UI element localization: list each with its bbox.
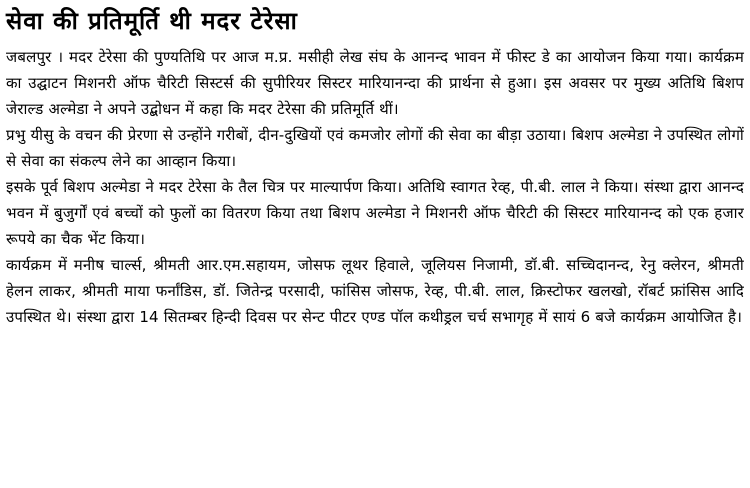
article-body	[6, 44, 744, 330]
article-paragraph: प्रभु यीसु के वचन की प्रेरणा से उन्होंने गरीबों, दीन-दुखियों एवं कमजोर लोगों की सेवा का बीड़ा उठाया। बिशप अल्मेडा ने उपस्थित लोगों से सेवा का संकल्प लेने का आव्हान किया।	[6, 126, 744, 170]
article-paragraph: कार्यक्रम में मनीष चार्ल्स, श्रीमती आर.एम.सहायम, जोसफ लूथर हिवाले, जूलियस निजामी, डॉ.बी. सच्चिदानन्द, रेनु क्लेरन, श्रीमती हेलन लाकर, श्रीमती माया फर्नांडिस, डॉ. जितेन्द्र परसादी, फांसिस जोसफ, रेव्ह, पी.बी. लाल, क्रिस्टोफर खलखो, रॉबर्ट फ्रांसिस आदि उपस्थित थे। संस्था द्वारा 14 सितम्बर हिन्दी दिवस पर सेन्ट पीटर एण्ड पॉल कथीड्रल चर्च सभागृह में सायं 6 बजे कार्यक्रम आयोजित है।	[6, 256, 744, 326]
article-paragraph: इसके पूर्व बिशप अल्मेडा ने मदर टेरेसा के तैल चित्र पर माल्यार्पण किया। अतिथि स्वागत रेव्ह, पी.बी. लाल ने किया। संस्था द्वारा आनन्द भवन में बुजुर्गों एवं बच्चों को फुलों का वितरण किया तथा बिशप अल्मेडा ने मिशनरी ऑफ चैरिटी की सिस्टर मारियानन्द को एक हजार रूपये का चैक भेंट किया।	[6, 178, 744, 248]
article-paragraph: जबलपुर । मदर टेरेसा की पुण्यतिथि पर आज म.प्र. मसीही लेख संघ के आनन्द भावन में फीस्ट डे का आयोजन किया गया। कार्यक्रम का उद्घाटन मिशनरी ऑफ चैरिटी सिस्टर्स की सुपीरियर सिस्टर मारियानन्दा की प्रार्थना से हुआ। इस अवसर पर मुख्य अतिथि बिशप जेराल्ड अल्मेडा ने अपने उद्बोधन में कहा कि मदर टेरेसा की प्रतिमूर्ति थीं।	[6, 48, 744, 118]
article-headline: सेवा की प्रतिमूर्ति थी मदर टेरेसा	[6, 7, 298, 35]
